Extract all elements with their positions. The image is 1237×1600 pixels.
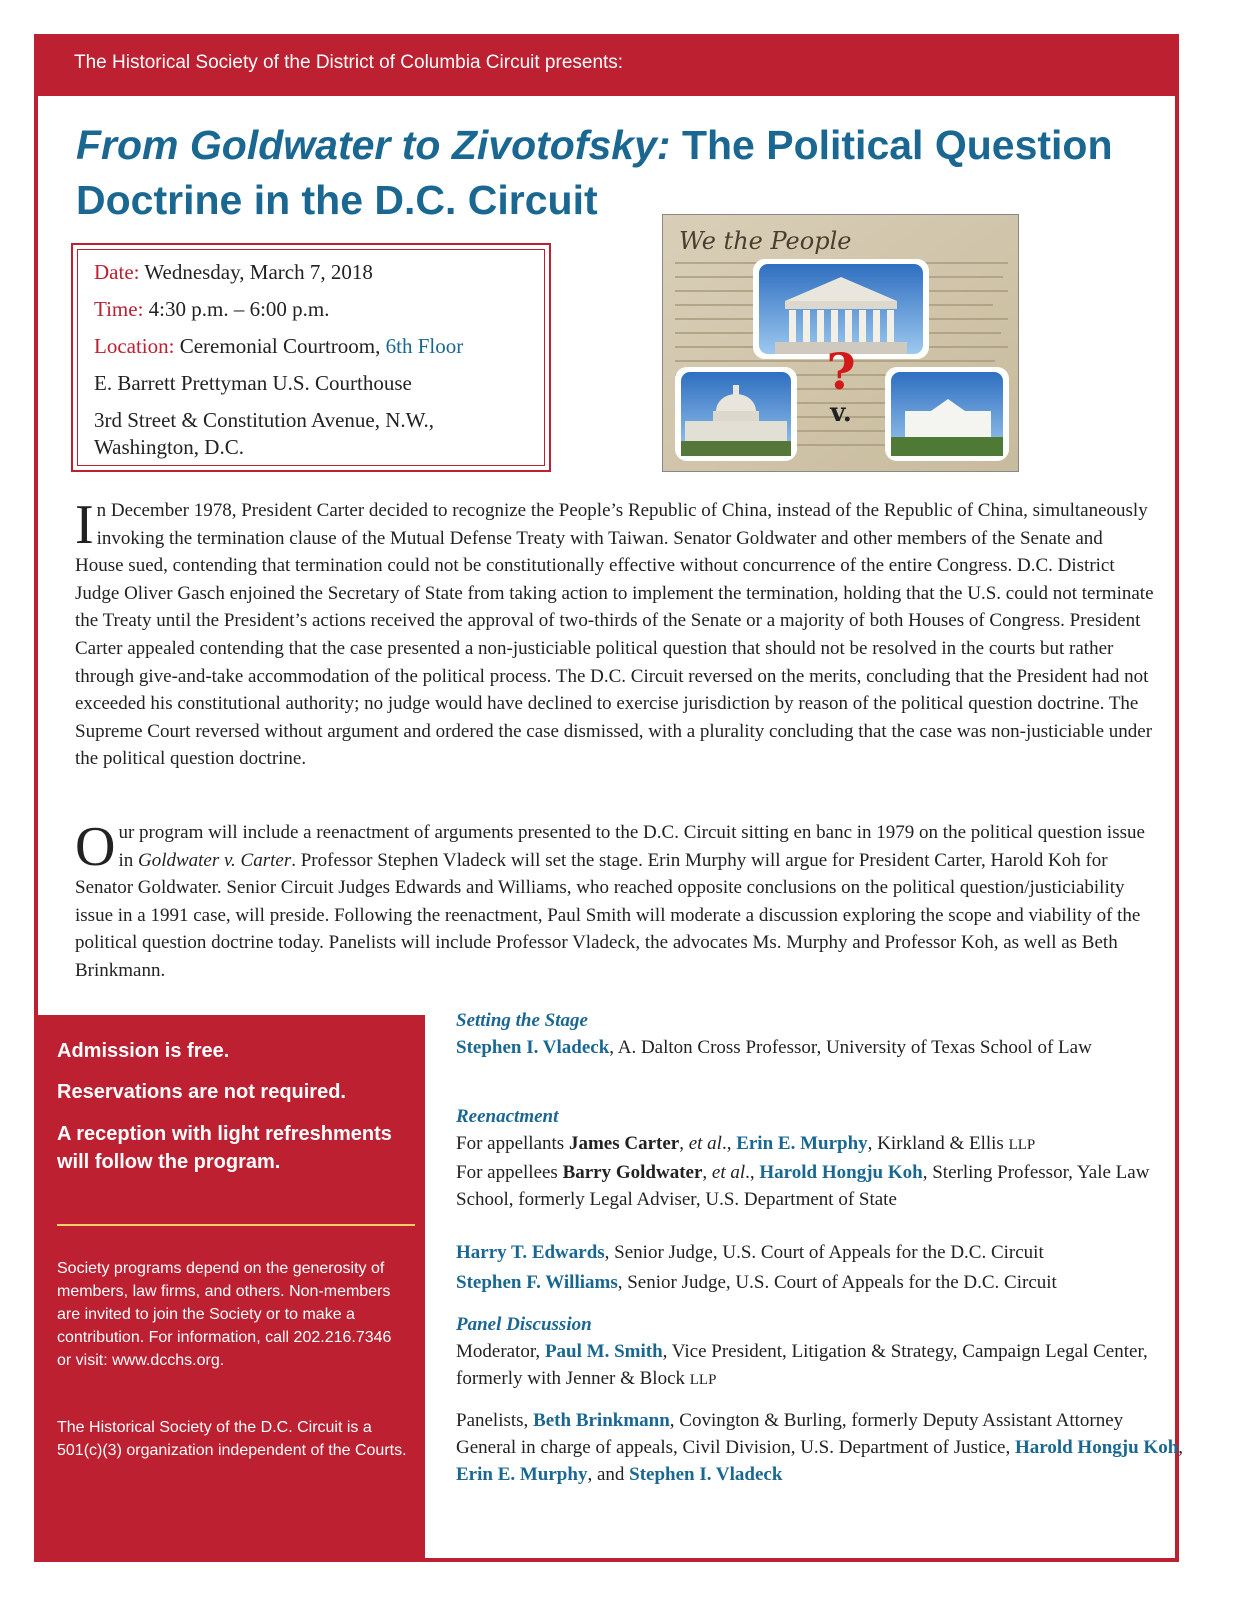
appellees-party: Barry Goldwater xyxy=(562,1162,703,1183)
appellees-advocate: Harold Hongju Koh xyxy=(759,1162,923,1183)
setting-stage-name: Stephen I. Vladeck xyxy=(456,1037,610,1058)
location-label: Location: xyxy=(94,334,175,358)
time-line xyxy=(94,296,544,323)
event-details-box xyxy=(71,243,551,472)
appellees-etal: et al xyxy=(711,1162,746,1183)
appellants-etal: et al xyxy=(688,1133,722,1154)
event-title xyxy=(76,118,1156,228)
reenactment-heading: Reenactment xyxy=(456,1106,559,1127)
judge-edwards-desc: , Senior Judge, U.S. Court of Appeals for the D.C. Circuit xyxy=(604,1242,1044,1263)
date-label: Date: xyxy=(94,260,140,284)
judge-edwards-name: Harry T. Edwards xyxy=(456,1242,605,1263)
panelist-vladeck: Stephen I. Vladeck xyxy=(629,1464,783,1485)
location-line xyxy=(94,333,544,360)
setting-stage-block xyxy=(456,1007,1186,1061)
presents-banner xyxy=(34,34,1179,96)
appellants-dot: ., xyxy=(721,1133,737,1154)
panelist-murphy: Erin E. Murphy xyxy=(456,1464,588,1485)
panelist-brinkmann-desc: , Covington & Burling, formerly Deputy Assistant Attorney General in charge of appeals, Civil Division, U.S. Department of Justice, xyxy=(456,1410,1124,1458)
moderator-name: Paul M. Smith xyxy=(544,1341,663,1362)
program-paragraph xyxy=(75,816,1155,985)
reception-text: A reception with light refreshments will follow the program. xyxy=(57,1123,392,1173)
judge-williams-name: Stephen F. Williams xyxy=(456,1272,618,1293)
time-value: 4:30 p.m. – 6:00 p.m. xyxy=(143,297,330,321)
moderator-prefix: Moderator, xyxy=(456,1341,545,1362)
drop-cap-o: O xyxy=(75,816,116,878)
nonprofit-text: The Historical Society of the D.C. Circuit is a 501(c)(3) organization independent of the Courts. xyxy=(57,1419,407,1459)
background-text: n December 1978, President Carter decided to recognize the People’s Republic of China, instead of the Republic of China, simultaneously invoking the termination clause of the Mutual Defense Treaty with Taiwan. Senator Goldwater and other members of the Senate and House sued, contending that termination could not be constitutionally effective without concurrence of the entire Congress. D.C. District Judge Oliver Gasch enjoined the Secretary of State from taking action to implement the termination, holding that the U.S. could not terminate the Treaty until the President’s actions received the approval of two-thirds of the Senate or a majority of both Houses of Congress. President Carter appealed contending that the case presented a non-justiciable political question that should not be resolved in the courts but rather through give-and-take accommodation of the political process. The D.C. Circuit reversed on the merits, concluding that the President had not exceeded his constitutional authority; no judge would have declined to exercise jurisdiction by reason of the political question doctrine. The Supreme Court reversed without argument and ordered the case dismissed, with a plurality concluding that the case was non-justiciable under the political question doctrine. xyxy=(75,500,1154,770)
info-sidebar xyxy=(38,1015,425,1558)
versus-text: v. xyxy=(830,398,852,428)
panelist-koh: Harold Hongju Koh xyxy=(1014,1437,1179,1458)
location-value: Ceremonial Courtroom, xyxy=(174,334,386,358)
title-rest: The Political Question xyxy=(670,122,1113,168)
panel-heading: Panel Discussion xyxy=(456,1314,592,1335)
white-house-photo xyxy=(885,367,1009,461)
event-details xyxy=(77,249,545,466)
program-text-a: ur program will include a reenactment of arguments presented to the D.C. Circuit sitting en banc in 1979 on the political question issue in xyxy=(118,822,1145,871)
support-text: Society programs depend on the generosity of members, law firms, and others. Non-members are invited to join the Society or to make a contribution. For information, call 202.216.7346 or visit: www.dcchs.org. xyxy=(57,1260,392,1369)
appellees-desc: , Sterling Professor, Yale Law School, formerly Legal Adviser, U.S. Department of State xyxy=(456,1162,1150,1210)
moderator-desc: , Vice President, Litigation & Strategy, Campaign Legal Center, formerly with Jenner & Block xyxy=(456,1341,1148,1389)
title-italic: From Goldwater to Zivotofsky: xyxy=(76,122,671,168)
date-line xyxy=(94,259,544,286)
panelists-block xyxy=(456,1407,1186,1488)
presents-text: The Historical Society of the District of Columbia Circuit presents: xyxy=(74,52,624,73)
judges-block xyxy=(456,1238,1186,1298)
question-mark-icon: ? xyxy=(826,342,856,401)
appellants-firm: , Kirkland & Ellis xyxy=(867,1133,1009,1154)
panel-block xyxy=(456,1311,1186,1394)
title-line2: Doctrine in the D.C. Circuit xyxy=(76,177,598,223)
setting-stage-desc: , A. Dalton Cross Professor, University of Texas School of Law xyxy=(609,1037,1092,1058)
capitol-photo xyxy=(675,367,797,461)
building-line: E. Barrett Prettyman U.S. Courthouse xyxy=(94,371,412,395)
appellants-party: James Carter xyxy=(568,1133,680,1154)
street-line: 3rd Street & Constitution Avenue, N.W., xyxy=(94,408,435,432)
time-label: Time: xyxy=(94,297,144,321)
reenactment-block xyxy=(456,1103,1186,1213)
judge-williams-desc: , Senior Judge, U.S. Court of Appeals for the D.C. Circuit xyxy=(617,1272,1057,1293)
appellants-sep: , xyxy=(679,1133,689,1154)
program-text-b: . Professor Stephen Vladeck will set the stage. Erin Murphy will argue for President Carter, Harold Koh for Senator Goldwater. Senior Circuit Judges Edwards and Williams, who reached opposite conclusions on the political question/justiciability issue in a 1991 case, will preside. Following the reenactment, Paul Smith will moderate a discussion exploring the scope and viability of the political question doctrine today. Panelists will include Professor Vladeck, the advocates Ms. Murphy and Professor Koh, as well as Beth Brinkmann. xyxy=(75,849,1141,981)
reservations-text: Reservations are not required. xyxy=(57,1081,346,1103)
case-name: Goldwater v. Carter xyxy=(137,849,292,871)
branches-illustration xyxy=(662,214,1019,472)
drop-cap-i: I xyxy=(75,494,94,556)
date-value: Wednesday, March 7, 2018 xyxy=(139,260,373,284)
location-floor: 6th Floor xyxy=(385,334,464,358)
background-paragraph xyxy=(75,494,1155,773)
panelist-and: , and xyxy=(587,1464,630,1485)
appellants-llp: LLP xyxy=(1008,1137,1036,1153)
panelists-prefix: Panelists, xyxy=(456,1410,534,1431)
branches-illustration-svg xyxy=(663,215,1019,472)
sidebar-divider xyxy=(57,1224,415,1226)
panelist-brinkmann: Beth Brinkmann xyxy=(533,1410,670,1431)
panelist-sep: , xyxy=(1178,1437,1184,1458)
admission-text: Admission is free. xyxy=(57,1040,230,1062)
appellees-sep: , xyxy=(702,1162,712,1183)
city-line: Washington, D.C. xyxy=(94,435,244,459)
setting-stage-heading: Setting the Stage xyxy=(456,1010,588,1031)
appellants-prefix: For appellants xyxy=(456,1133,569,1154)
we-the-people-text: We the People xyxy=(679,227,852,255)
appellees-dot: ., xyxy=(745,1162,760,1183)
moderator-llp: LLP xyxy=(689,1372,717,1388)
appellees-prefix: For appellees xyxy=(456,1162,563,1183)
appellants-advocate: Erin E. Murphy xyxy=(736,1133,868,1154)
